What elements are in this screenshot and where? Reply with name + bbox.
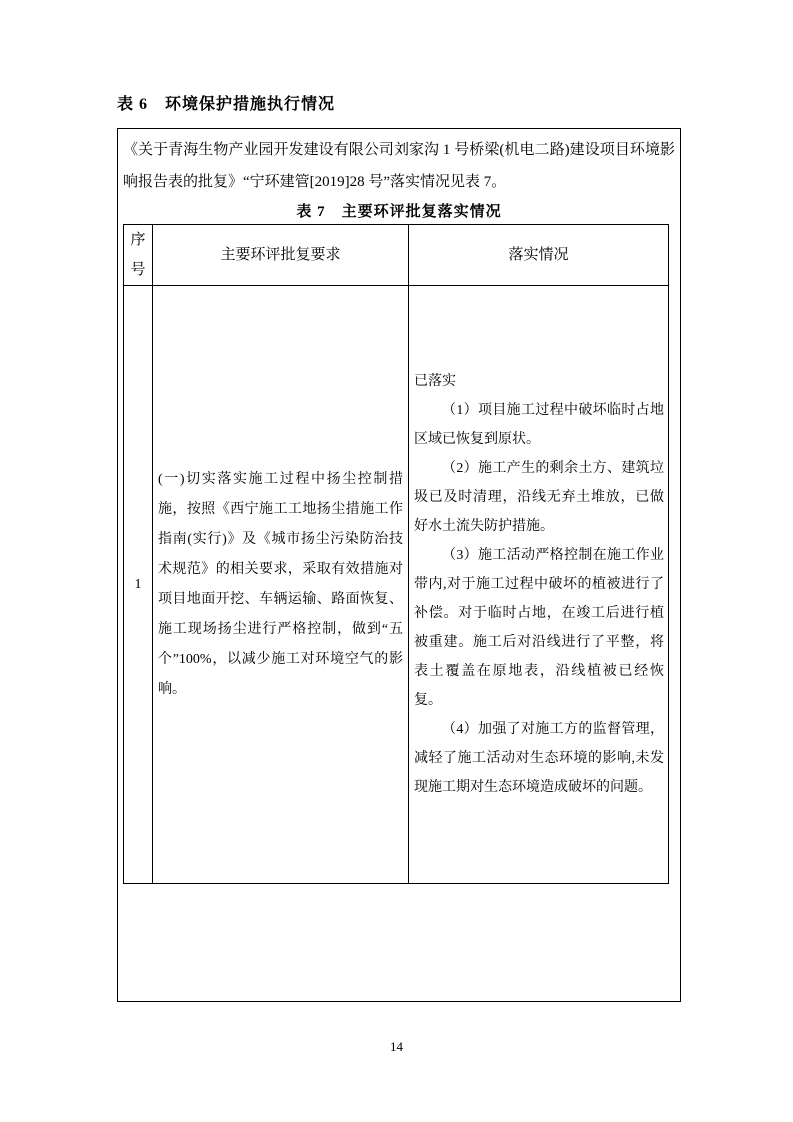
- implementation-item-4: （4）加强了对施工方的监督管理，减轻了施工活动对生态环境的影响,未发现施工期对生态环境造成破坏的问题。: [414, 722, 664, 795]
- implementation-item-1: （1）项目施工过程中破坏临时占地区域已恢复到原状。: [414, 403, 664, 447]
- table7: [123, 224, 669, 884]
- implementation-item-3: （3）施工活动严格控制在施工作业带内,对于施工过程中破坏的植被进行了补偿。对于临时占地，在竣工后进行植被重建。施工后对沿线进行了平整，将表土覆盖在原地表，沿线植被已经恢复。: [414, 548, 664, 708]
- intro-paragraph: 《关于青海生物产业园开发建设有限公司刘家沟 1 号桥梁(机电二路)建设项目环境影响报告表的批复》“宁环建管[2019]28 号”落实情况见表 7。: [123, 142, 675, 190]
- column-header-implementation: 落实情况: [409, 225, 669, 286]
- content-box: [117, 128, 681, 1002]
- implementation-item-2: （2）施工产生的剩余土方、建筑垃圾已及时清理，沿线无弃土堆放，已做好水土流失防护措施。: [414, 461, 664, 534]
- column-header-requirement: 主要环评批复要求: [153, 225, 409, 286]
- table6-section-title: 表 6 环境保护措施执行情况: [117, 96, 336, 113]
- table7-caption: 表 7 主要环评批复落实情况: [296, 204, 502, 220]
- requirement-text: (一)切实落实施工过程中扬尘控制措施，按照《西宁施工工地扬尘措施工作指南(实行)》及《城市扬尘污染防治技术规范》的相关要求，采取有效措施对项目地面开挖、车辆运输、路面恢复、施工现场扬尘进行严格控制，做到“五个”100%，以减少施工对环境空气的影响。: [158, 471, 403, 697]
- table-row: [124, 286, 669, 884]
- implementation-status: 已落实: [414, 374, 456, 389]
- row-implementation-cell: [409, 286, 669, 884]
- row-requirement-cell: [153, 286, 409, 884]
- row-serial-no: 1: [124, 286, 153, 884]
- column-header-serial-no: 序号: [124, 225, 153, 286]
- table7-header-row: [124, 225, 669, 286]
- page-number: 14: [390, 1039, 403, 1054]
